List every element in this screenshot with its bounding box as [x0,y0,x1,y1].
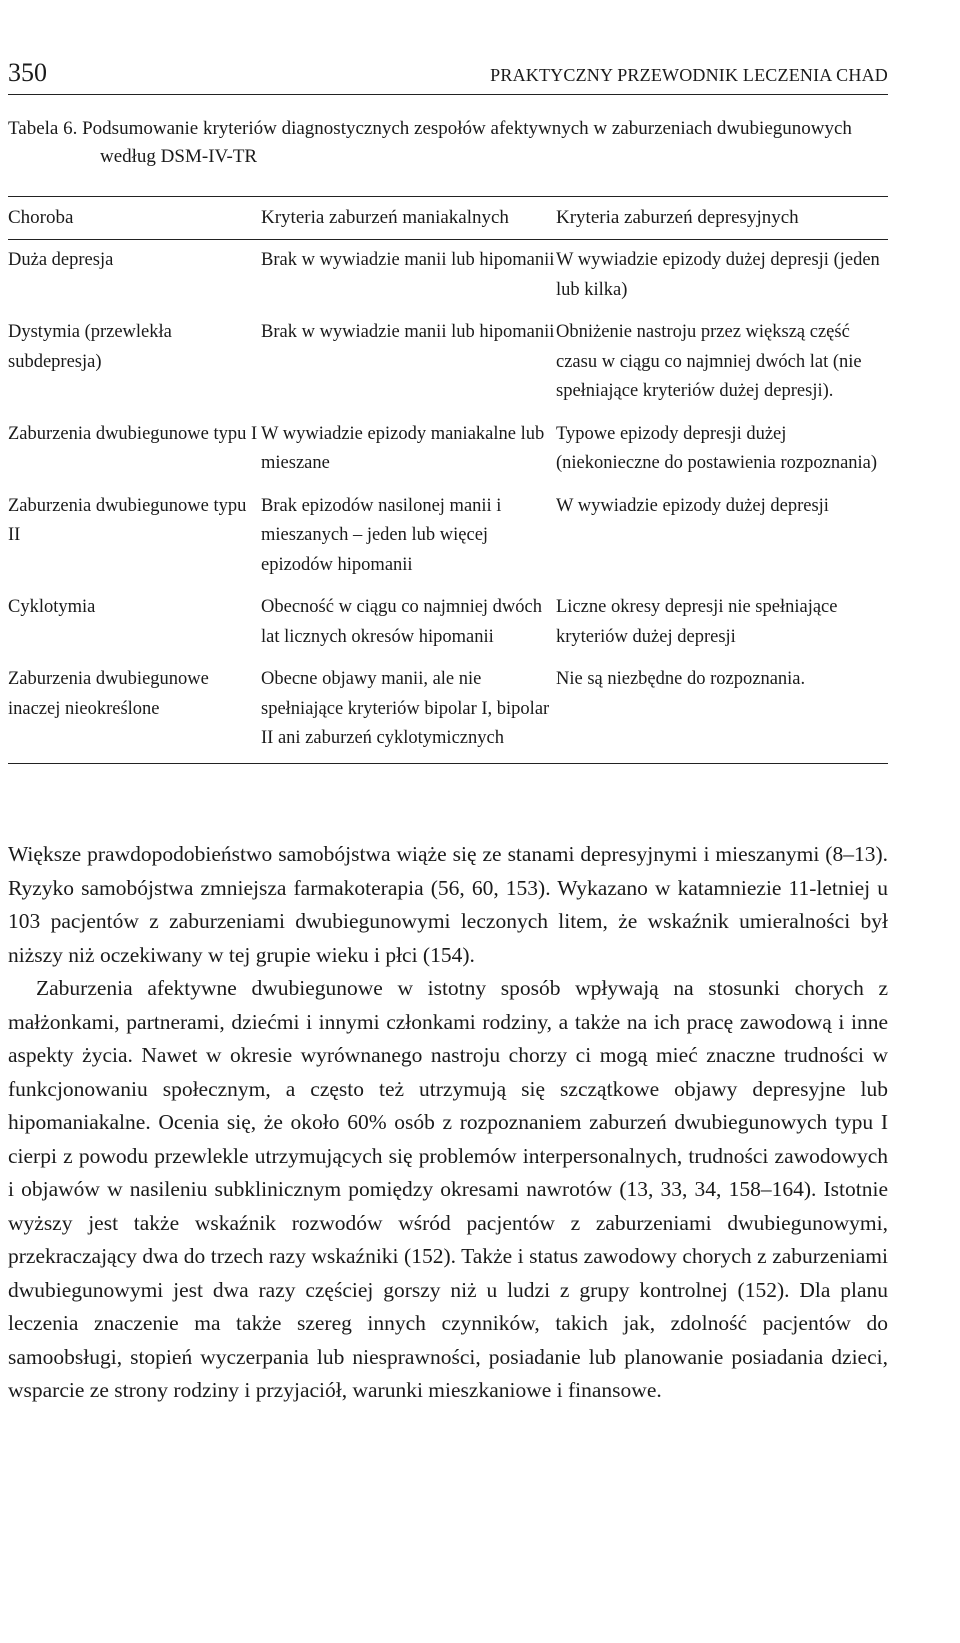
table-row [8,416,888,488]
page-number: 350 [8,58,47,87]
body-paragraph: Zaburzenia afektywne dwubiegunowe w istotny sposób wpływają na stosunki chorych z małżonkami, partnerami, dziećmi i innymi członkami rodziny, a także na ich pracę zawodową i inne aspekty życia. Nawet w okresie wyrównanego nastroju chorzy ci mogą mieć znaczne trudności w funkcjonowaniu społecznym, a często też utrzymują się szczątkowe objawy depresyjne lub hipomaniakalne. Ocenia się, że około 60% osób z rozpoznaniem zaburzeń dwubiegunowych typu I cierpi z powodu przewlekle utrzymujących się problemów interpersonalnych, trudności zawodowych i objawów w nasileniu subklinicznym pomiędzy okresami nawrotów (13, 33, 34, 158–164). Istotnie wyższy jest także wskaźnik rozwodów wśród pacjentów z zaburzeniami dwubiegunowymi, przekraczający dwa do trzech razy wskaźniki (152). Także i status zawodowy chorych z zaburzeniami dwubiegunowymi jest dwa razy częściej gorszy niż u ludzi z grupy kontrolnej (152). Dla planu leczenia znaczenie ma także szereg innych czynników, takich jak, zdolność pacjentów do samoobsługi, stopień wyczerpania lub niesprawności, posiadanie lub planowanie posiadania dzieci, wsparcie ze strony rodziny i przyjaciół, warunki mieszkaniowe i finansowe. [8,976,888,1402]
table-header-row [8,197,888,240]
table-caption-label: Tabela 6. [8,118,78,139]
page-header [8,58,888,95]
table-cell-disease: Duża depresja [8,250,114,270]
table-cell-manic-criteria: Brak w wywiadzie manii lub hipomanii [261,250,555,270]
table-cell-manic-criteria: Obecność w ciągu co najmniej dwóch lat licznych okresów hipomanii [261,597,543,647]
table-cell-depressive-criteria: Nie są niezbędne do rozpoznania. [556,669,806,689]
table-caption-text [8,115,888,171]
body-paragraph: Większe prawdopodobieństwo samobójstwa wiąże się ze stanami depresyjnymi i mieszanymi (8–13). Ryzyko samobójstwa zmniejsza farmakoterapia (56, 60, 153). Wykazano w katamniezie 11-letniej u 103 pacjentów z zaburzeniami dwubiegunowymi leczonych litem, że wskaźnik umieralności był niższy niż oczekiwany w tej grupie wieku i płci (154). [8,842,888,967]
table-header-cell: Kryteria zaburzeń maniakalnych [261,207,509,229]
table-row [8,240,888,314]
table-body [8,240,888,763]
table-row [8,488,888,590]
table-row [8,589,888,661]
table-cell-disease: Cyklotymia [8,597,96,617]
running-title: PRAKTYCZNY PRZEWODNIK LECZENIA CHAD [490,65,888,85]
table-caption-title: Podsumowanie kryteriów diagnostycznych zespołów afektywnych w zaburzeniach dwubiegunowych według DSM-IV-TR [82,118,852,167]
table-cell-depressive-criteria: W wywiadzie epizody dużej depresji (jeden lub kilka) [556,250,880,300]
body-text [8,838,888,1408]
table-cell-manic-criteria: Brak epizodów nasilonej manii i mieszanych – jeden lub więcej epizodów hipomanii [261,495,502,575]
table-cell-depressive-criteria: Typowe epizody depresji dużej (niekonieczne do postawienia rozpoznania) [556,423,878,473]
table-cell-disease: Dystymia (przewlekła subdepresja) [8,322,172,372]
table-cell-depressive-criteria: Obniżenie nastroju przez większą część czasu w ciągu co najmniej dwóch lat (nie spełniające kryteriów dużej depresji). [556,322,862,401]
table-cell-depressive-criteria: Liczne okresy depresji nie spełniające kryteriów dużej depresji [556,597,838,647]
table-cell-manic-criteria: Obecne objawy manii, ale nie spełniające kryteriów bipolar I, bipolar II ani zaburzeń cyklotymicznych [261,669,550,748]
table-cell-depressive-criteria: W wywiadzie epizody dużej depresji [556,495,829,516]
criteria-table [8,196,888,764]
table-cell-disease: Zaburzenia dwubiegunowe typu I [8,423,258,444]
table-cell-manic-criteria: Brak w wywiadzie manii lub hipomanii [261,322,555,342]
table-cell-disease: Zaburzenia dwubiegunowe typu II [8,495,247,545]
table-cell-disease: Zaburzenia dwubiegunowe inaczej nieokreślone [8,669,209,719]
table-cell-manic-criteria: W wywiadzie epizody maniakalne lub mieszane [261,423,545,473]
table-caption [8,115,888,171]
table-row [8,314,888,416]
table-header-cell: Choroba [8,207,74,229]
table-row [8,661,888,763]
table-header-cell: Kryteria zaburzeń depresyjnych [556,207,799,229]
